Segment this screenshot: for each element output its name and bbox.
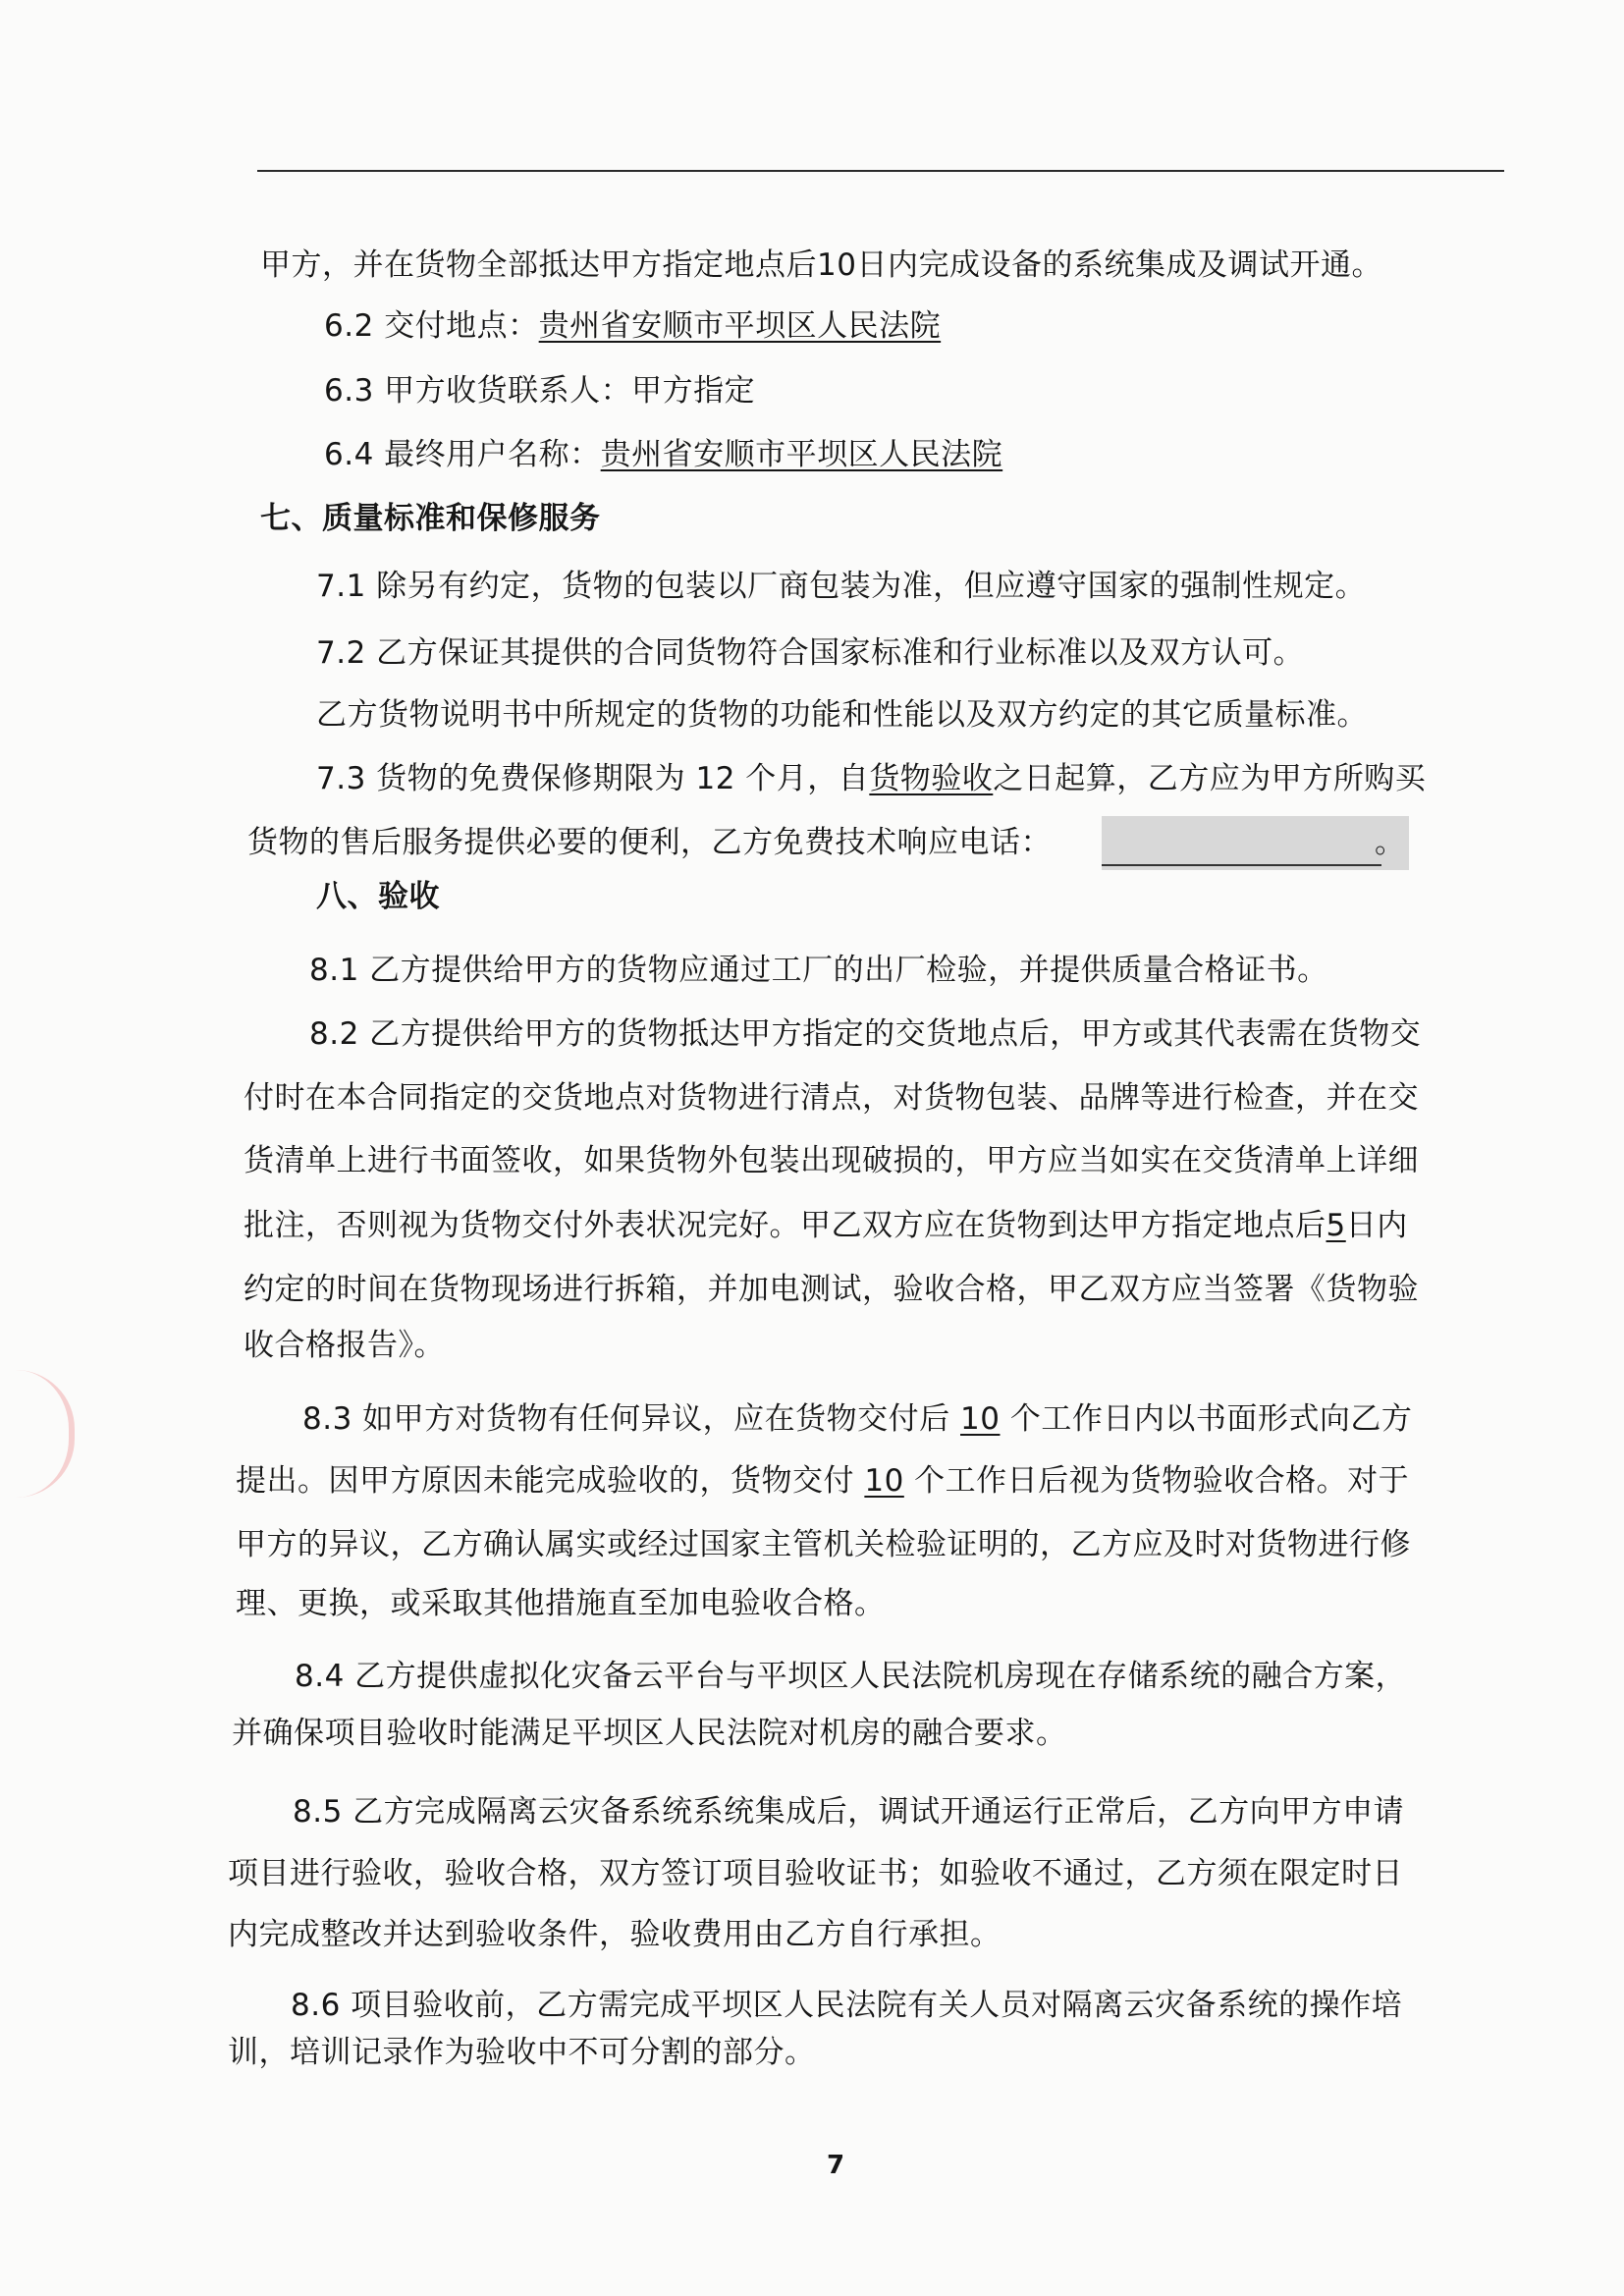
section-heading: 七、质量标准和保修服务	[260, 501, 601, 536]
text-line: 7.2 乙方保证其提供的合同货物符合国家标准和行业标准以及双方认可。	[316, 635, 1305, 671]
text-line: 项目进行验收，验收合格，双方签订项目验收证书；如验收不通过，乙方须在限定时日	[228, 1856, 1403, 1891]
underlined-text: 货物验收	[869, 761, 994, 796]
text-segment: 个工作日内以书面形式向乙方	[1000, 1401, 1413, 1437]
text-line: 货清单上进行书面签收，如果货物外包装出现破损的，甲方应当如实在交货清单上详细	[244, 1143, 1419, 1178]
text-line: 约定的时间在货物现场进行拆箱，并加电测试，验收合格，甲乙双方应当签署《货物验	[244, 1272, 1419, 1307]
text-line: 甲方，并在货物全部抵达甲方指定地点后10日内完成设备的系统集成及调试开通。	[260, 247, 1382, 283]
page-number: 7	[827, 2151, 845, 2180]
underlined-number: 5	[1326, 1208, 1346, 1243]
text-line: 理、更换，或采取其他措施直至加电验收合格。	[236, 1586, 886, 1621]
underlined-number: 10	[864, 1463, 904, 1499]
text-line: 甲方的异议，乙方确认属实或经过国家主管机关检验证明的，乙方应及时对货物进行修	[236, 1527, 1411, 1562]
text-line	[236, 1461, 1409, 1501]
text-segment: 批注，否则视为货物交付外表状况完好。甲乙双方应在货物到达甲方指定地点后	[244, 1208, 1326, 1243]
end-user-label: 6.4 最终用户名称：	[324, 437, 601, 472]
blank-underline	[1102, 864, 1381, 866]
text-line: 收合格报告》。	[244, 1328, 445, 1363]
text-line: 8.1 乙方提供给甲方的货物应通过工厂的出厂检验，并提供质量合格证书。	[309, 953, 1328, 988]
text-segment: 个工作日后视为货物验收合格。对于	[903, 1463, 1410, 1499]
delivery-location-label: 6.2 交付地点：	[324, 308, 539, 344]
text-line: 乙方货物说明书中所规定的货物的功能和性能以及双方约定的其它质量标准。	[316, 697, 1368, 733]
text-line: 并确保项目验收时能满足平坝区人民法院对机房的融合要求。	[232, 1716, 1067, 1751]
delivery-location-value: 贵州省安顺市平坝区人民法院	[538, 308, 942, 344]
text-line	[244, 1206, 1408, 1245]
text-line: 训，培训记录作为验收中不可分割的部分。	[228, 2035, 816, 2070]
underlined-number: 10	[960, 1401, 1001, 1437]
text-line	[324, 306, 941, 346]
text-segment: 7.3 货物的免费保修期限为 12 个月，自	[316, 761, 870, 796]
text-line: 货物的售后服务提供必要的便利，乙方免费技术响应电话：	[247, 825, 1052, 860]
text-segment: 之日起算，乙方应为甲方所购买	[993, 761, 1427, 796]
text-line: 8.5 乙方完成隔离云灾备系统系统集成后，调试开通运行正常后，乙方向甲方申请	[293, 1794, 1405, 1830]
text-line: 6.3 甲方收货联系人：甲方指定	[324, 373, 756, 409]
redacted-phone-block	[1102, 816, 1409, 870]
text-line	[302, 1399, 1412, 1439]
text-line	[316, 759, 1426, 798]
text-line: 付时在本合同指定的交货地点对货物进行清点，对货物包装、品牌等进行检查，并在交	[244, 1080, 1419, 1116]
header-rule	[257, 170, 1504, 172]
text-segment: 8.3 如甲方对货物有任何异议，应在货物交付后	[302, 1401, 961, 1437]
text-line: 8.2 乙方提供给甲方的货物抵达甲方指定的交货地点后，甲方或其代表需在货物交	[309, 1016, 1422, 1052]
text-line: 。	[1375, 825, 1406, 860]
seal-stamp-fragment	[0, 1370, 75, 1498]
text-segment: 日内	[1345, 1208, 1408, 1243]
text-segment: 提出。因甲方原因未能完成验收的，货物交付	[236, 1463, 865, 1499]
text-line	[324, 435, 1002, 474]
end-user-value: 贵州省安顺市平坝区人民法院	[600, 437, 1003, 472]
text-line: 7.1 除另有约定，货物的包装以厂商包装为准，但应遵守国家的强制性规定。	[316, 569, 1367, 604]
text-line: 8.6 项目验收前，乙方需完成平坝区人民法院有关人员对隔离云灾备系统的操作培	[291, 1988, 1403, 2023]
text-line: 8.4 乙方提供虚拟化灾备云平台与平坝区人民法院机房现在存储系统的融合方案，	[295, 1659, 1407, 1694]
section-heading: 八、验收	[316, 879, 440, 914]
text-line: 内完成整改并达到验收条件，验收费用由乙方自行承担。	[228, 1917, 1001, 1952]
